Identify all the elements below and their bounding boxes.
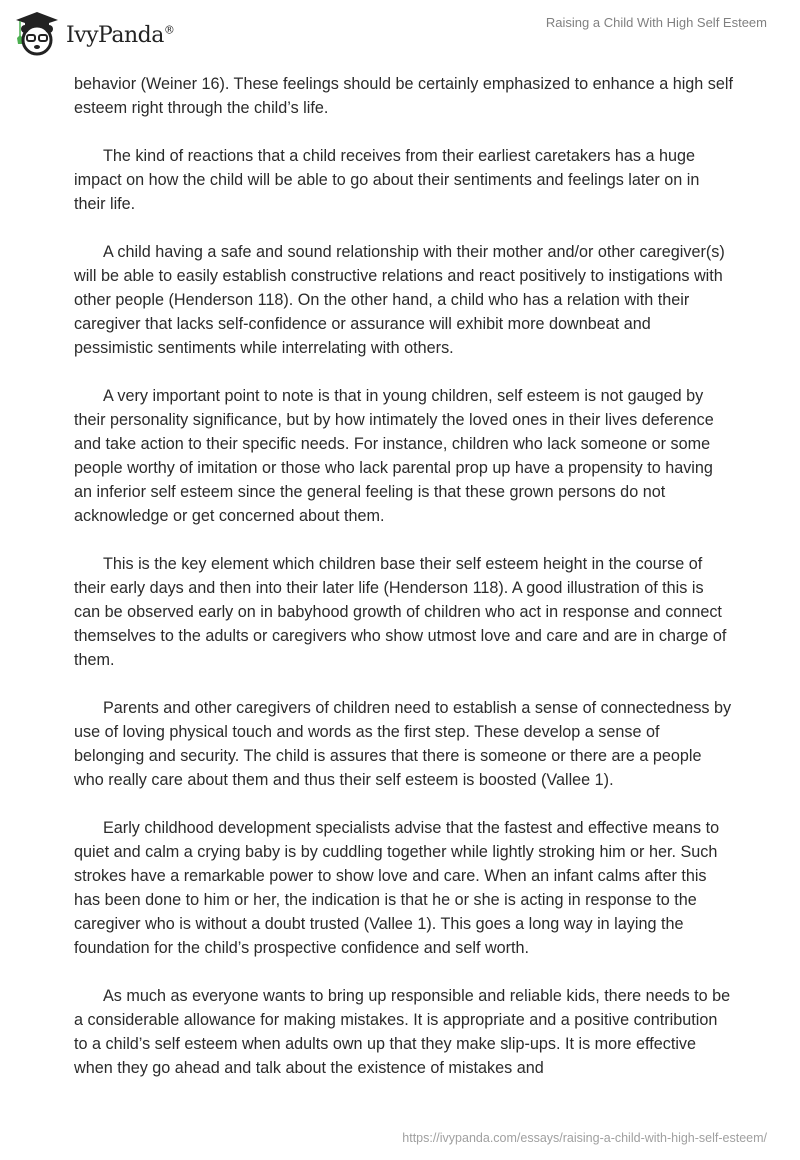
paragraph: This is the key element which children base their self esteem height in the course of their early days and then into their later life (Henderson 118). A good illustration of this is can be observed early on in babyhood growth of children who act in response and connect themselves to the adults or caregivers who show utmost love and care and are in charge of them. [74,555,727,669]
paragraph: A very important point to note is that in young children, self esteem is not gauged by their personality significance, but by how intimately the loved ones in their lives deference and take action to their specific needs. For instance, children who lack someone or some people worthy of imitation or those who lack parental prop up have a propensity to having an inferior self esteem since the general feeling is that these grown persons do not acknowledge or get concerned about them. [74,387,714,525]
paragraph: The kind of reactions that a child receives from their earliest caretakers has a huge impact on how the child will be able to go about their sentiments and feelings later on in their life. [74,147,700,213]
source-url-link[interactable]: https://ivypanda.com/essays/raising-a-child-with-high-self-esteem/ [402,1131,767,1145]
logo-text: IvyPanda® [66,22,175,48]
paragraph: behavior (Weiner 16). These feelings should be certainly emphasized to enhance a high self esteem right through the child’s life. [74,75,733,117]
paragraph: As much as everyone wants to bring up responsible and reliable kids, there needs to be a considerable allowance for making mistakes. It is appropriate and a positive contribution to a child’s self esteem when adults own up that they make slip-ups. It is more effective when they go ahead and talk about the existence of mistakes and [74,987,731,1077]
ivypanda-logo[interactable] [12,8,174,56]
document-title: Raising a Child With High Self Esteem [545,15,767,30]
page-header [0,0,800,60]
paragraph: A child having a safe and sound relationship with their mother and/or other caregiver(s) will be able to easily establish constructive relations and react positively to instigations with other people (Henderson 118). On the other hand, a child who has a relation with their caregiver that lacks self-confidence or assurance will exhibit more downbeat and pessimistic sentiments while interrelating with others. [74,243,725,357]
paragraph: Early childhood development specialists advise that the fastest and effective means to quiet and calm a crying baby is by cuddling together while lightly stroking him or her. Such strokes have a remarkable power to show love and care. When an infant calms after this has been done to him or her, the indication is that he or she is acting in response to the caregiver who is without a doubt trusted (Vallee 1). This goes a long way in laying the foundation for the child’s prospective confidence and self worth. [74,819,720,957]
essay-body [74,72,734,1104]
panda-graduate-icon [12,8,62,56]
paragraph: Parents and other caregivers of children need to establish a sense of connectedness by use of loving physical touch and words as the first step. These develop a sense of belonging and security. The child is assures that there is someone or there are a people who really care about them and thus their self esteem is boosted (Vallee 1). [74,699,732,789]
